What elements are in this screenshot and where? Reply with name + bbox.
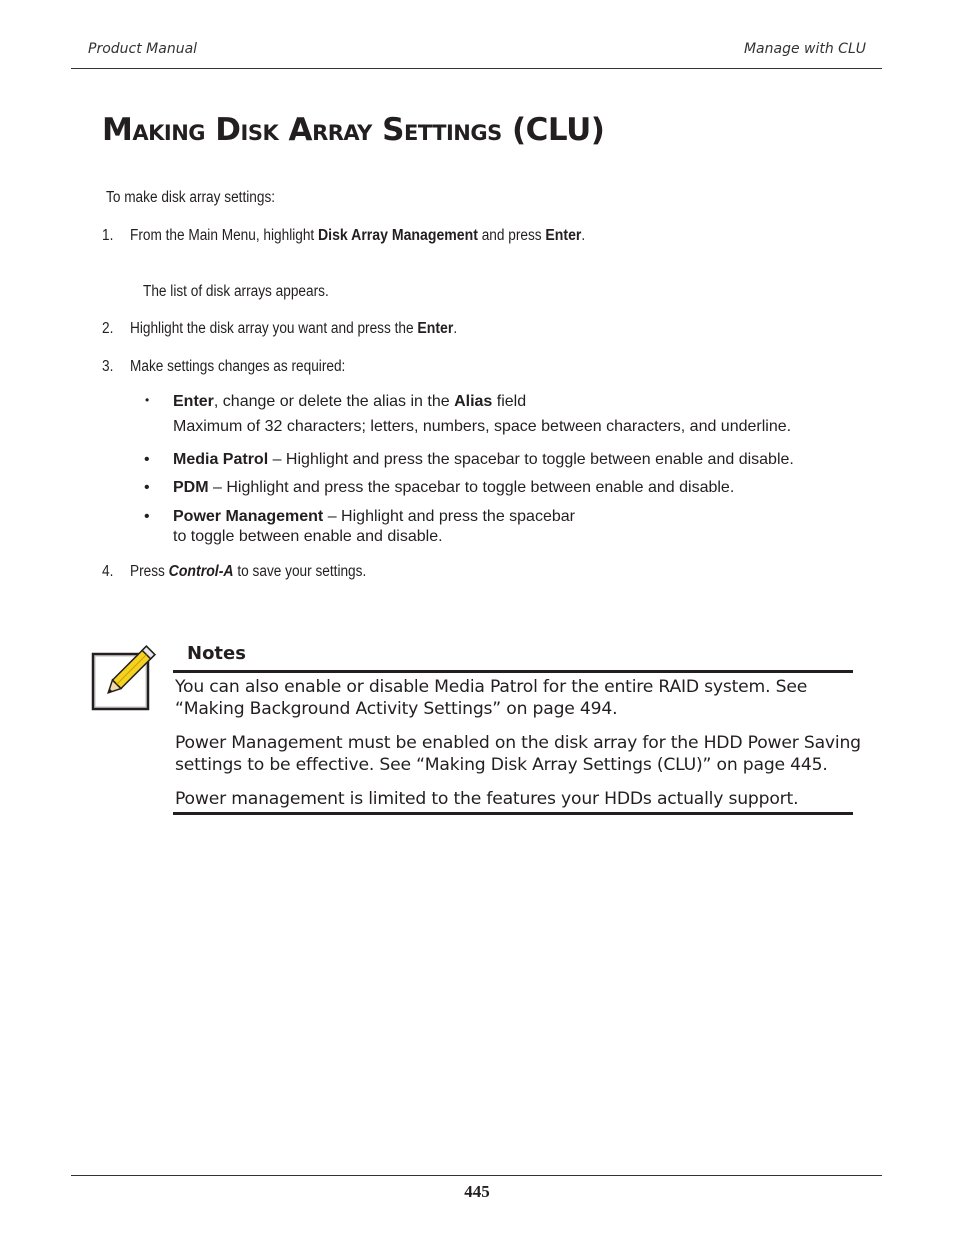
bullet-enter-detail: Maximum of 32 characters; letters, numbers, space between characters, and underline. <box>173 418 792 435</box>
header-rule <box>71 68 882 69</box>
intro-text: To make disk array settings: <box>106 189 276 206</box>
bullet-media-patrol: Media Patrol – Highlight and press the spacebar to toggle between enable and disable. <box>173 451 794 468</box>
note-paragraph-2-line1: Power Management must be enabled on the disk array for the HDD Power Saving <box>175 733 861 753</box>
step-number: 4. <box>102 563 114 580</box>
footer-rule <box>71 1175 882 1176</box>
step-3-text: Make settings changes as required: <box>130 358 346 375</box>
bullet-mark: • <box>144 479 150 496</box>
bullet-power-management-line2: to toggle between enable and disable. <box>173 528 443 545</box>
bullet-power-management: Power Management – Highlight and press the spacebar <box>173 508 575 525</box>
bullet-pdm: PDM – Highlight and press the spacebar to toggle between enable and disable. <box>173 479 735 496</box>
step-number: 3. <box>102 358 114 375</box>
notes-title: Notes <box>187 643 246 664</box>
step-number: 2. <box>102 320 114 337</box>
step-4-text: Press Control-A to save your settings. <box>130 563 367 580</box>
header-right: Manage with CLU <box>743 41 866 57</box>
note-paragraph-1-line2: “Making Background Activity Settings” on page 494. <box>175 699 618 719</box>
note-paragraph-3: Power management is limited to the features your HDDs actually support. <box>175 789 799 809</box>
step-number: 1. <box>102 227 114 244</box>
bullet-mark: • <box>144 508 150 525</box>
notes-top-rule <box>173 670 853 673</box>
pencil-note-icon <box>90 645 160 718</box>
step-1-result: The list of disk arrays appears. <box>143 283 329 300</box>
bullet-mark: • <box>145 393 150 407</box>
step-2-text: Highlight the disk array you want and press the Enter. <box>130 320 458 337</box>
bullet-enter: Enter, change or delete the alias in the Alias field <box>173 393 527 410</box>
step-1-text: From the Main Menu, highlight Disk Array Management and press Enter. <box>130 227 586 244</box>
notes-bottom-rule <box>173 812 853 815</box>
note-paragraph-1-line1: You can also enable or disable Media Patrol for the entire RAID system. See <box>175 677 808 697</box>
header-left: Product Manual <box>88 41 198 57</box>
bullet-mark: • <box>144 451 150 468</box>
note-paragraph-2-line2: settings to be effective. See “Making Disk Array Settings (CLU)” on page 445. <box>175 755 828 775</box>
page-number: 445 <box>464 1182 490 1201</box>
page-title: MAKING DISK ARRAY SETTINGS (CLU) <box>102 112 605 148</box>
